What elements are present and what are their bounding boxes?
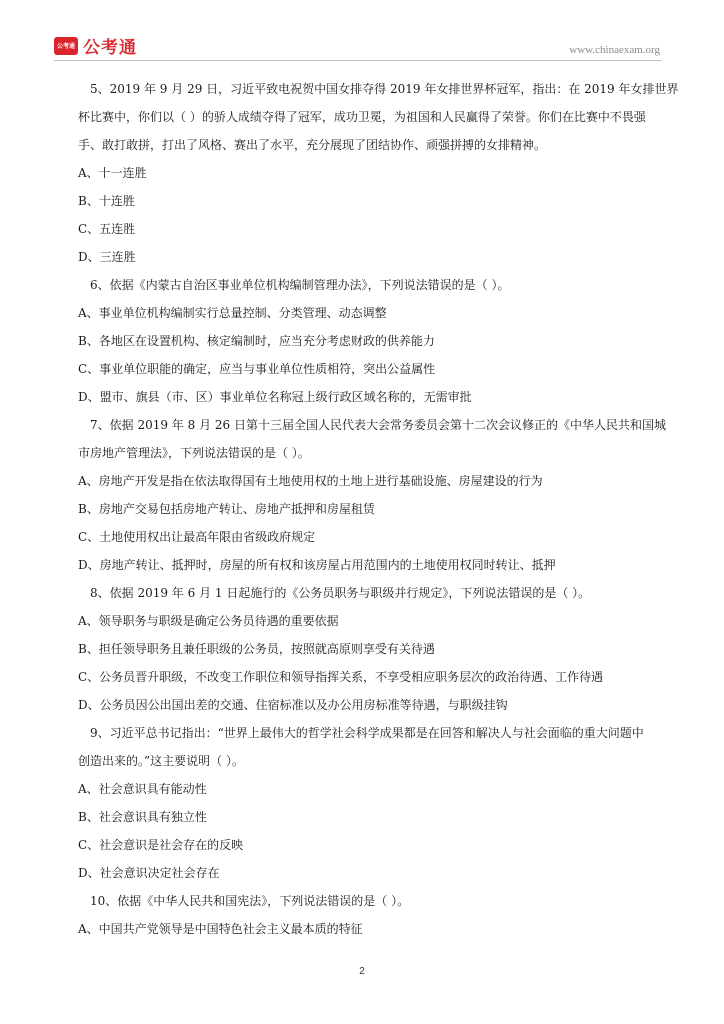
question-stem-line: 7、依据 2019 年 8 月 26 日第十三届全国人民代表大会常务委员会第十二次会议修正的《中华人民共和国城 xyxy=(90,418,666,432)
answer-option: C、土地使用权出让最高年限由省级政府规定 xyxy=(78,530,316,544)
site-url: www.chinaexam.org xyxy=(569,44,660,56)
header-divider xyxy=(54,60,662,61)
logo-badge-icon: 公考通 xyxy=(54,37,78,55)
answer-option: D、公务员因公出国出差的交通、住宿标准以及办公用房标准等待遇，与职级挂钩 xyxy=(78,698,508,712)
answer-option: D、房地产转让、抵押时，房屋的所有权和该房屋占用范围内的土地使用权同时转让、抵押 xyxy=(78,558,556,572)
answer-option: B、社会意识具有独立性 xyxy=(78,810,207,824)
answer-option: A、房地产开发是指在依法取得国有土地使用权的土地上进行基础设施、房屋建设的行为 xyxy=(78,474,543,488)
brand-logo xyxy=(54,33,137,58)
answer-option: C、公务员晋升职级，不改变工作职位和领导指挥关系，不享受相应职务层次的政治待遇、工作待遇 xyxy=(78,670,604,684)
question-stem-line: 10、依据《中华人民共和国宪法》，下列说法错误的是（ ）。 xyxy=(90,894,410,908)
answer-option: A、事业单位机构编制实行总量控制、分类管理、动态调整 xyxy=(78,306,387,320)
answer-option: B、十连胜 xyxy=(78,194,135,208)
question-block xyxy=(78,719,668,887)
answer-option: C、社会意识是社会存在的反映 xyxy=(78,838,244,852)
answer-option: D、社会意识决定社会存在 xyxy=(78,866,220,880)
answer-option: B、各地区在设置机构、核定编制时，应当充分考虑财政的供养能力 xyxy=(78,334,435,348)
answer-option: A、社会意识具有能动性 xyxy=(78,782,207,796)
question-stem-line: 6、依据《内蒙古自治区事业单位机构编制管理办法》，下列说法错误的是（ ）。 xyxy=(90,278,510,292)
question-block xyxy=(78,411,668,579)
page-header xyxy=(0,0,724,60)
answer-option: D、三连胜 xyxy=(78,250,136,264)
answer-option: A、中国共产党领导是中国特色社会主义最本质的特征 xyxy=(78,922,363,936)
question-block xyxy=(78,271,668,411)
question-stem-line: 手、敢打敢拼，打出了风格、赛出了水平，充分展现了团结协作、顽强拼搏的女排精神。 xyxy=(78,138,547,152)
question-stem-line: 创造出来的。”这主要说明（ ）。 xyxy=(78,754,244,768)
answer-option: A、十一连胜 xyxy=(78,166,147,180)
answer-option: C、事业单位职能的确定，应当与事业单位性质相符，突出公益属性 xyxy=(78,362,436,376)
answer-option: A、领导职务与职级是确定公务员待遇的重要依据 xyxy=(78,614,339,628)
answer-option: B、房地产交易包括房地产转让、房地产抵押和房屋租赁 xyxy=(78,502,375,516)
answer-option: D、盟市、旗县（市、区）事业单位名称冠上级行政区域名称的，无需审批 xyxy=(78,390,472,404)
question-stem-line: 8、依据 2019 年 6 月 1 日起施行的《公务员职务与职级并行规定》，下列说法错误的是（ ）。 xyxy=(90,586,591,600)
question-block xyxy=(78,887,668,943)
question-stem-line: 9、习近平总书记指出：“世界上最伟大的哲学社会科学成果都是在回答和解决人与社会面临的重大问题中 xyxy=(90,726,644,740)
question-list xyxy=(78,75,679,943)
question-stem-line: 市房地产管理法》，下列说法错误的是（ ）。 xyxy=(78,446,310,460)
logo-text: 公考通 xyxy=(83,38,137,58)
question-stem-line: 5、2019 年 9 月 29 日，习近平致电祝贺中国女排夺得 2019 年女排世界杯冠军，指出：在 2019 年女排世界 xyxy=(90,82,679,96)
question-block xyxy=(78,75,679,271)
answer-option: C、五连胜 xyxy=(78,222,136,236)
page-number: 2 xyxy=(359,966,365,977)
question-block xyxy=(78,579,668,719)
answer-option: B、担任领导职务且兼任职级的公务员，按照就高原则享受有关待遇 xyxy=(78,642,435,656)
question-stem-line: 杯比赛中，你们以（ ）的骄人成绩夺得了冠军，成功卫冕，为祖国和人民赢得了荣誉。你们在比赛中不畏强 xyxy=(78,110,646,124)
